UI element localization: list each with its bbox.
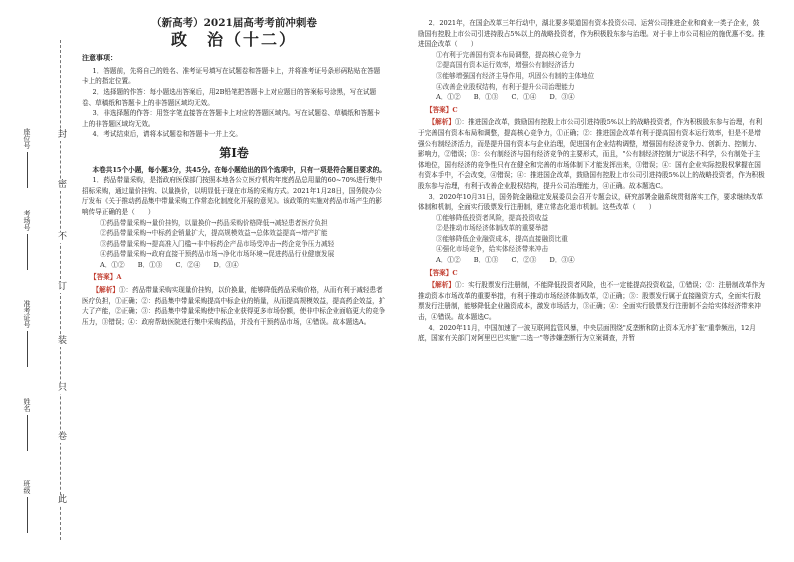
binding-margin [0,0,80,562]
question-stem: 1．药品带量采购，是指政府医保部门按照本地各公立医疗机构年度药品总用量的60~70%进行集中招标采购，通过量价挂钩、以量换价，以明显低于现在市场的采购方式。2021年1月28日，国务院办公厅发布《关于推动药品集中带量采购工作常态化制度化开展的意见》。该政策的实施对药品市场产生的影响传导正确的是（ ） [82,176,383,216]
answer-choices: A．①② B．①③ C．②③ D．③④ [436,256,575,265]
answer-label: 【答案】A [90,273,122,282]
analysis [418,117,766,191]
analysis-text: ①：实行股票发行注册制，不能降低投资者风险，也不一定能提高投资收益，①错误；②：注册制改革作为推动资本市场改革的重要举措，有利于推动市场经济体制改革，②正确；③：股票发行属于直接融资方式，全面实行股票发行注册制，能够降低企业融资成本，激发市场活力，③正确；④：全面实行股票发行注册制不会给实体经济带来冲击，④错误。故本题选C。 [418,281,765,322]
notice-item: 4．考试结束后，请将本试题卷和答题卡一并上交。 [92,130,242,139]
notice-item: 2．选择题的作答：每小题选出答案后，用2B铅笔把答题卡上对应题目的答案标号涂黑，写在试题卷、草稿纸和答题卡上的非答题区域均无效。 [82,87,377,107]
question-option: ④药品带量采购→政府直接干预药品市场→净化市场环境→促进药品行业健康发展 [100,250,335,259]
question-option: ③能够增强国有经济主导作用，巩固公有制的主体地位 [436,71,595,80]
notice-item: 1．答题前，先将自己的姓名、准考证号填写在试题卷和答题卡上，并将准考证号条形码粘贴在答题卡上的指定位置。 [82,66,381,86]
analysis-text: ①：推进国企改革，鼓励国有控股上市公司引进持股5%以上的战略投资者，作为积极股东参与治理，有利于完善国有资本布局和调整，提高核心竞争力，①正确；②：推进国企改革有利于提高国有资本运行效率，但是不是增强公有制经济活力，而是提升国有资本与企业治理，促进国有企业结构调整，增强国有经济竞争力、创新力、控制力、影响力，②错误；③：公有制经济与国有经济竞争的主要形式，而且，"公有制经济控制力"说法不科学，公有制处于主体地位，国有经济的竞争性只有在健全和完善的市场体制下才能发挥出来，③错误；④：国有企业实际控股权掌握在国有资本手中，不会改变，④错误；④：推进国企改革，鼓励国有控股上市公司引进持股5%以上的战略投资者，作为积极股东参与治理，有利于改善企业股权结构，提升公司治理能力，④正确。故本题选C。 [418,118,765,190]
question-option: ②提高国有资本运行效率，增强公有制经济活力 [436,61,575,70]
admission-number-field[interactable]: 准考证号 [22,300,32,367]
question-option: ④强化市场竞争，给实体经济带来冲击 [436,245,549,254]
analysis [418,280,766,322]
seal-char: 封 [58,130,68,140]
question-option: ②药品带量采购→中标药企销量扩大，提高规模效益→总体效益提高→增产扩能 [100,229,328,238]
seal-char: 订 [58,282,68,292]
notice-item: 3．非选择题的作答：用签字笔直接答在答题卡上对应的答题区域内。写在试题卷、草稿纸和答题卡上的非答题区域均无效。 [82,109,381,128]
answer-label: 【答案】C [426,268,458,277]
analysis-label: 【解析】 [428,118,455,127]
question-stem: 3．2020年10月31日，国务院金融稳定发展委员会召开专题会议，研究部署金融系统贯彻落实工作，要求继续改革体制和机制，全面实行股票发行注册制，建立常态化退市机制。这些改革（ ） [418,192,764,212]
analysis-label: 【解析】 [92,286,119,295]
notice-heading: 注意事项： [82,53,117,63]
exam-room-field[interactable]: 考场号 [22,210,32,270]
seal-char: 密 [58,180,68,190]
question-option: ④改善企业股权结构，有利于提升公司治理能力 [436,82,575,91]
seal-char: 装 [58,336,68,346]
question-stem: 4．2020年11月，中国加速了一波互联网监管风暴，中央层面围绕"反垄断和防止资本无序扩张"重拳频出，12月底，国家有关部门对阿里巴巴实施"二选一"等涉嫌垄断行为立案调查，并暂 [418,323,756,343]
seal-char: 不 [58,232,68,242]
question-option: ③能够降低企业融资成本，提高直接融资比重 [436,234,568,243]
analysis-text: ①：药品带量采购实现量价挂钩，以价换量，能够降低药品采购价格，从而有利于减轻患者医疗负担，①正确；②：药品集中带量采购提高中标企业的销量，从而提高规模效益，提高药企效益，扩大了产能，②正确；③：药品集中带量采购使中标企业获得更多市场份额，使非中标企业面临更大的竞争压力，③错误；④：政府帮助医院进行集中采购药品，并没有干预药品市场，④错误。故本题选A。 [82,286,386,326]
seat-number-field[interactable]: 座位号 [22,128,32,188]
exam-subject: 政 治（十二） [170,29,297,49]
question-option: ②是推动市场经济体制改革的重要举措 [436,224,549,233]
left-column [82,18,386,327]
right-column [418,18,766,344]
question-option: ①能够降低投资者风险，提高投资收益 [436,213,549,222]
section-title: 第Ⅰ卷 [219,145,249,160]
answer-label: 【答案】C [426,105,458,114]
analysis-label: 【解析】 [428,281,455,290]
answer-choices: A．①② B．①③ C．①④ D．③④ [436,93,575,102]
question-option: ①有利于完善国有资本布局调整，提高核心竞争力 [436,50,582,59]
analysis [82,285,386,327]
answer-choices: A．①② B．①③ C．②④ D．③④ [100,260,239,269]
seal-char: 此 [58,495,68,505]
name-field[interactable]: 姓名 [22,398,32,451]
class-field[interactable]: 班级 [22,480,32,533]
seal-char: 卷 [58,432,68,442]
section-description: 本卷共15个小题，每小题3分，共45分。在每小题给出的四个选项中，只有一项是符合题目要求的。 [92,165,386,174]
question-option: ③药品带量采购→提高准入门槛→非中标药企产品市场受冲击→药企竞争压力减轻 [100,239,335,248]
exam-title: （新高考）2021届高考考前冲刺卷 [151,17,317,29]
question-option: ①药品带量采购→量价挂钩，以量换价→药品采购价格降低→减轻患者医疗负担 [100,218,328,227]
question-stem: 2．2021年，在国企改革三年行动中，湖北要多渠道国有资本投资公司、运营公司推进企业和商业一类子企业，鼓励国有控股上市公司引进持股占5%以上的战略投资者，作为积极股东参与治理。对于非上市公司相应的施优惠不变。推进国企改革（ ） [418,19,765,49]
seal-char: 只 [58,383,68,393]
